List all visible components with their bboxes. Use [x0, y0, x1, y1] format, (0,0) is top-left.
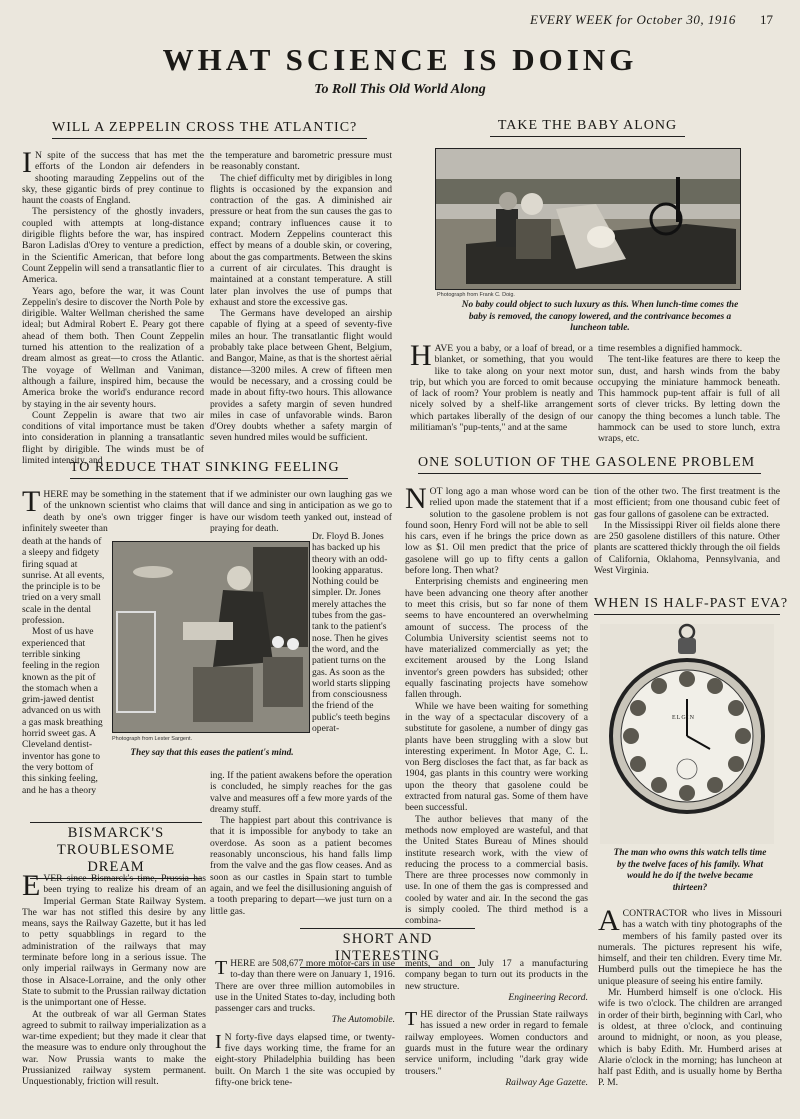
- car-photo-illustration: [436, 149, 740, 289]
- short-item3-source: Railway Age Gazette.: [505, 1076, 588, 1088]
- sinking-p1: HERE may be something in the statement of the unknown scientist who claims that death by one's own trigger finger is infinitely sweeter than: [22, 489, 206, 534]
- watch-dial-word: ELGIN: [672, 715, 695, 721]
- page-number: 17: [760, 12, 773, 27]
- sinking-left: [22, 536, 106, 796]
- short-heading: SHORT AND INTERESTING: [300, 928, 475, 968]
- short-item1: HERE are 508,677 more motor-cars in use to-day than there were on January 1, 1916. There are over three million automobiles in use in the United States to-day, including both passenger cars and trucks.: [215, 958, 395, 1015]
- gasolene-p3: While we have been waiting for something in the way of a spectacular discovery of a substitute for gasolene, a number of dingy gas plants have been struggling with a slow but interesting experiment. In Motor Age, C. L. von Berg discloses the fact that, as far back as 1904, gas plants in this country were working upon the theory that gasolene could be extracted from natural gas. Some of them have been successful.: [405, 700, 588, 814]
- short-item2b: ments, and on July 17 a manufacturing company began to turn out its products in the new structure.: [405, 958, 588, 992]
- short-col1: [215, 958, 395, 1113]
- baby-car-photo: [435, 148, 741, 290]
- gasolene-p5: tion of the other two. The first treatment is the most efficient; from one thousand cubic feet of gas four gallons of gasolene can be extracted.: [594, 486, 780, 520]
- baby-col2: [598, 343, 780, 445]
- eva-heading: WHEN IS HALF-PAST EVA?: [594, 596, 780, 615]
- drop-cap: N: [405, 482, 427, 515]
- baby-col1: [410, 339, 593, 438]
- dentist-illustration: [113, 542, 309, 732]
- dentist-photo: [112, 541, 310, 733]
- zeppelin-p3: Years ago, before the war, it was Count Zeppelin's desire to discover the North Pole by dirigible. Walter Wellman cherished the same ideal; but Admiral Robert E. Peary got there ahead of them both. Then Count Zeppelin turned his attention to the realization of a dream almost as great—to cross the Atlantic. The voyage of Wellman and Vaniman, although a failure, inspired him, because the America broke the world's endurance record by staying in the air seventy hours.: [22, 285, 204, 410]
- gasolene-col1: [405, 482, 588, 927]
- gasolene-heading: ONE SOLUTION OF THE GASOLENE PROBLEM: [418, 455, 761, 474]
- drop-cap: A: [598, 904, 620, 937]
- eva-p1: CONTRACTOR who lives in Missouri has a watch with tiny photographs of the members of his family pasted over its numerals. The pictures represent his wife, himself, and their ten children. Every time Mr. Humberd pulls out the timepiece he has the unique pleasure of seeing his entire family.: [598, 908, 782, 987]
- drop-cap: T: [215, 957, 228, 979]
- short-col2: [405, 958, 588, 1113]
- baby-p3: The tent-like features are there to keep the sun, dust, and harsh winds from the baby occupying the miniature hammock beneath. This hammock pup-tent affair is full of all sorts of clever tricks. By letting down the canopy the thing becomes a lunch table. The hammock can be used to store lunch, extra wraps, etc.: [598, 354, 780, 445]
- short-item2-source: Engineering Record.: [508, 991, 588, 1003]
- bismarck-text: [22, 869, 206, 1113]
- zeppelin-p1: N spite of the success that has met the efforts of the London air defenders in shooting marauding Zeppelins out of the sky, these gigantic birds of prey continue to haunt the coasts of England.: [22, 150, 204, 207]
- zeppelin-p5: the temperature and barometric pressure must be reasonably constant.: [210, 150, 392, 173]
- sinking-cont-p: ing. If the patient awakens before the operation is concluded, he simply reaches for the gas valve and measures off a few more yards of the dreamy stuff.: [210, 770, 392, 815]
- zeppelin-col2: [210, 150, 392, 446]
- gasolene-p4: The author believes that many of the methods now employed are wasteful, and that the United States Bureau of Mines should institute research work, with the view of reducing the process to a commercial basis. There are three processes now commonly in use. In one of them the gas is compressed and cooled by water and air. In the second the gas is simply cooled. The third method is a combina-: [405, 813, 588, 927]
- baby-caption: No baby could object to such luxury as this. When lunch-time comes the baby is removed, the canopy lowered, and the contrivance becomes a luncheon table.: [461, 300, 739, 333]
- drop-cap: I: [22, 146, 32, 179]
- sinking-left-p1: death at the hands of a sleepy and fidgety firing squad at sunrise. At all events, the principle is to be tried on a very small scale in the dental profession.: [22, 536, 105, 627]
- baby-photo-credit: Photograph from Frank C. Doig.: [437, 292, 515, 298]
- zeppelin-p7: The Germans have developed an airship capable of flying at a speed of seventy-five miles an hour. The transatlantic flight would probably take place between Ghent, Belgium, and Bangor, Maine, as that is the shortest aërial distance—3200 miles. A crew of fifteen men would be necessary, and a crossing could be made in about fifty-two hours. This allowance provides a safety margin of seven hundred miles in case of unfavorable winds. Baron d'Orey doubts whether a safety margin of seven hundred miles would be sufficient.: [210, 308, 392, 444]
- drop-cap: E: [22, 869, 41, 902]
- page-subtitle: To Roll This Old World Along: [314, 82, 486, 97]
- drop-cap: T: [22, 485, 41, 518]
- sinking-p3: The happiest part about this contrivance is that it is impossible for anybody to take an overdose. As soon as a patient becomes reasonably unconscious, his hand falls limp from the valve and the gas flow ceases. And as soon as our castles in Spain start to tumble again, and we feel the disillusioning anguish of a tooth preparing to depart—we just turn on a little gas.: [210, 815, 392, 917]
- sinking-heading: TO REDUCE THAT SINKING FEELING: [70, 460, 348, 479]
- eva-p2: Mr. Humberd himself is one o'clock. His wife is two o'clock. The children are arranged in order of their birth, beginning with Carl, who is oldest, at three o'clock, and continuing around to midnight, or noon, as you please, which is baby Edith. Mr. Humberd arises at Alarie o'clock in the morning; has luncheon at half past Edith, and is usually home by Bertha P. M.: [598, 987, 782, 1089]
- short-item1-source: The Automobile.: [331, 1014, 395, 1026]
- short-item3: HE director of the Prussian State railways has issued a new order in regard to female railway employees. Women conductors and guards must in the future wear the ordinary service uniform, including "dark gray wide trousers.": [405, 1009, 588, 1077]
- pocket-watch-illustration: [600, 624, 774, 844]
- zeppelin-col1: [22, 146, 204, 467]
- bismarck-p2: At the outbreak of war all German States agreed to submit to railway imperialization as a war-time expedient; but they made it clear that the measure was to endure only throughout the war. Now Prussia wants to make the Prussianized railway system permanent. Unquestionably, friction will result.: [22, 1008, 206, 1088]
- zeppelin-p4: Count Zeppelin is aware that two air conditions of vital importance must be taken into consideration in planning a transatlantic flight by dirigible. The winds must be of limited intensity, and: [22, 409, 204, 467]
- zeppelin-p6: The chief difficulty met by dirigibles in long flights is occasioned by the expansion and contraction of the gas. A diminished air pressure or heat from the sun causes the gas to expand; contrary influences cause it to contract. Modern Zeppelins counteract this effect by means of a double skin, or covering, about the gas compartments. Between the skins a current of air circulates. This draught is maintained at a constant temperature. A still later plan involves the use of pumps that exhaust and store the excessive gas.: [210, 172, 392, 308]
- watch-image: [600, 624, 774, 844]
- short-item2: N forty-five days elapsed time, or twenty-five days working time, the frame for an eight-story Philadelphia building has been built. On March 1 the site was occupied by fifty-one brick tene-: [215, 1031, 395, 1088]
- gasolene-col2: [594, 486, 780, 586]
- sinking-intro: [22, 485, 206, 537]
- sinking-right: Dr. Floyd B. Jones has backed up his theory with an odd-looking apparatus. Nothing could be simpler. Dr. Jones merely attaches the tubes from the gas-tank to the patient's nose. Then he gives the word, and the patient turns on the gas. As soon as the world starts slipping from consciousness the friend of the public's teeth begins operat-: [312, 531, 391, 735]
- eva-caption: The man who owns this watch tells time by the twelve faces of his family. What would he do if the twelve became thirteen?: [613, 848, 767, 893]
- gasolene-p2: Enterprising chemists and engineering men have been advancing one theory after another to meet this crisis, but so far none of them seems to have encountered an overwhelming amount of success. The process of the Columbia University scientist seems not to have materialized commercially as yet; the excitement aroused by the Long Island inventor's green powders has subsided; other equally fascinating projects have somehow fallen through.: [405, 576, 588, 701]
- sinking-mid: that if we administer our own laughing gas we will dance and sing in anticipation as we go to have our wisdom teeth yanked out, instead of praying for death.: [210, 489, 392, 534]
- page-title: WHAT SCIENCE IS DOING: [162, 42, 638, 77]
- sinking-left-p2: Most of us have experienced that terrible sinking feeling in the region known as the pit of the stomach when a grim-jawed dentist advanced on us with a gas mask breathing horrid sweet gas. A Cleveland dentist-inventor has gone to the very bottom of this sinking feeling, and he has a theory: [22, 626, 103, 796]
- zeppelin-heading: WILL A ZEPPELIN CROSS THE ATLANTIC?: [52, 120, 367, 139]
- dentist-photo-credit: Photograph from Lester Sargent.: [112, 736, 193, 742]
- drop-cap: I: [215, 1030, 222, 1053]
- dentist-caption: They say that this eases the patient's mind.: [130, 748, 294, 758]
- running-head: EVERY WEEK for October 30, 1916: [530, 12, 736, 27]
- bismarck-p1: VER since Bismarck's time, Prussia has been trying to realize his dream of an Imperial German State Railway System. The war has not stifled this desire by any means, says the Railway Gazette, but it has led to petty squabblings in regard to the administration of the railways that may terminate before long in a serious issue. The only imperial railways in Germany now are those in Alsace-Lorraine, and the only other State to submit to the Prussian railway dictation is the unimportant one of Hesse.: [22, 873, 206, 1009]
- bismarck-heading: BISMARCK'S TROUBLESOME DREAM: [30, 822, 202, 879]
- baby-p1: AVE you a baby, or a loaf of bread, or a blanket, or something, that you would like to take along on your next motor trip, but which you are forced to omit because of lack of room? Your problem is neatly and nicely solved by a shelf-like arrangement which partakes liberally of the design of our militiaman's "pup-tents," and at the same: [410, 343, 593, 434]
- eva-text: [598, 904, 782, 1108]
- sinking-cont: [210, 770, 392, 917]
- drop-cap: H: [410, 339, 432, 372]
- baby-heading: TAKE THE BABY ALONG: [490, 118, 685, 137]
- gasolene-p1: OT long ago a man whose word can be relied upon made the statement that if a solution to the gasolene problem is not found soon, Henry Ford will not be able to sell his cars, even if he brings the price down as low as $1. Oil men predict that the price of gasolene will go up to fifty cents a gallon before long. Then what?: [405, 486, 588, 577]
- baby-p2: time resembles a dignified hammock.: [598, 343, 743, 354]
- zeppelin-p2: The persistency of the ghostly invaders, coupled with attempts at long-distance dirigible flights before the war, has inspired Baron Ladislas d'Orey to venture a prediction, in the Scientific American, that before long Count Zeppelin will send a transatlantic flier to America.: [22, 206, 204, 286]
- drop-cap: T: [405, 1008, 418, 1031]
- gasolene-p6: In the Mississippi River oil fields alone there are 250 gasolene distillers of this nature. Other plants are scattered thickly through the oil fields of California, Oklahoma, Pennsylvania, and West Virginia.: [594, 519, 780, 577]
